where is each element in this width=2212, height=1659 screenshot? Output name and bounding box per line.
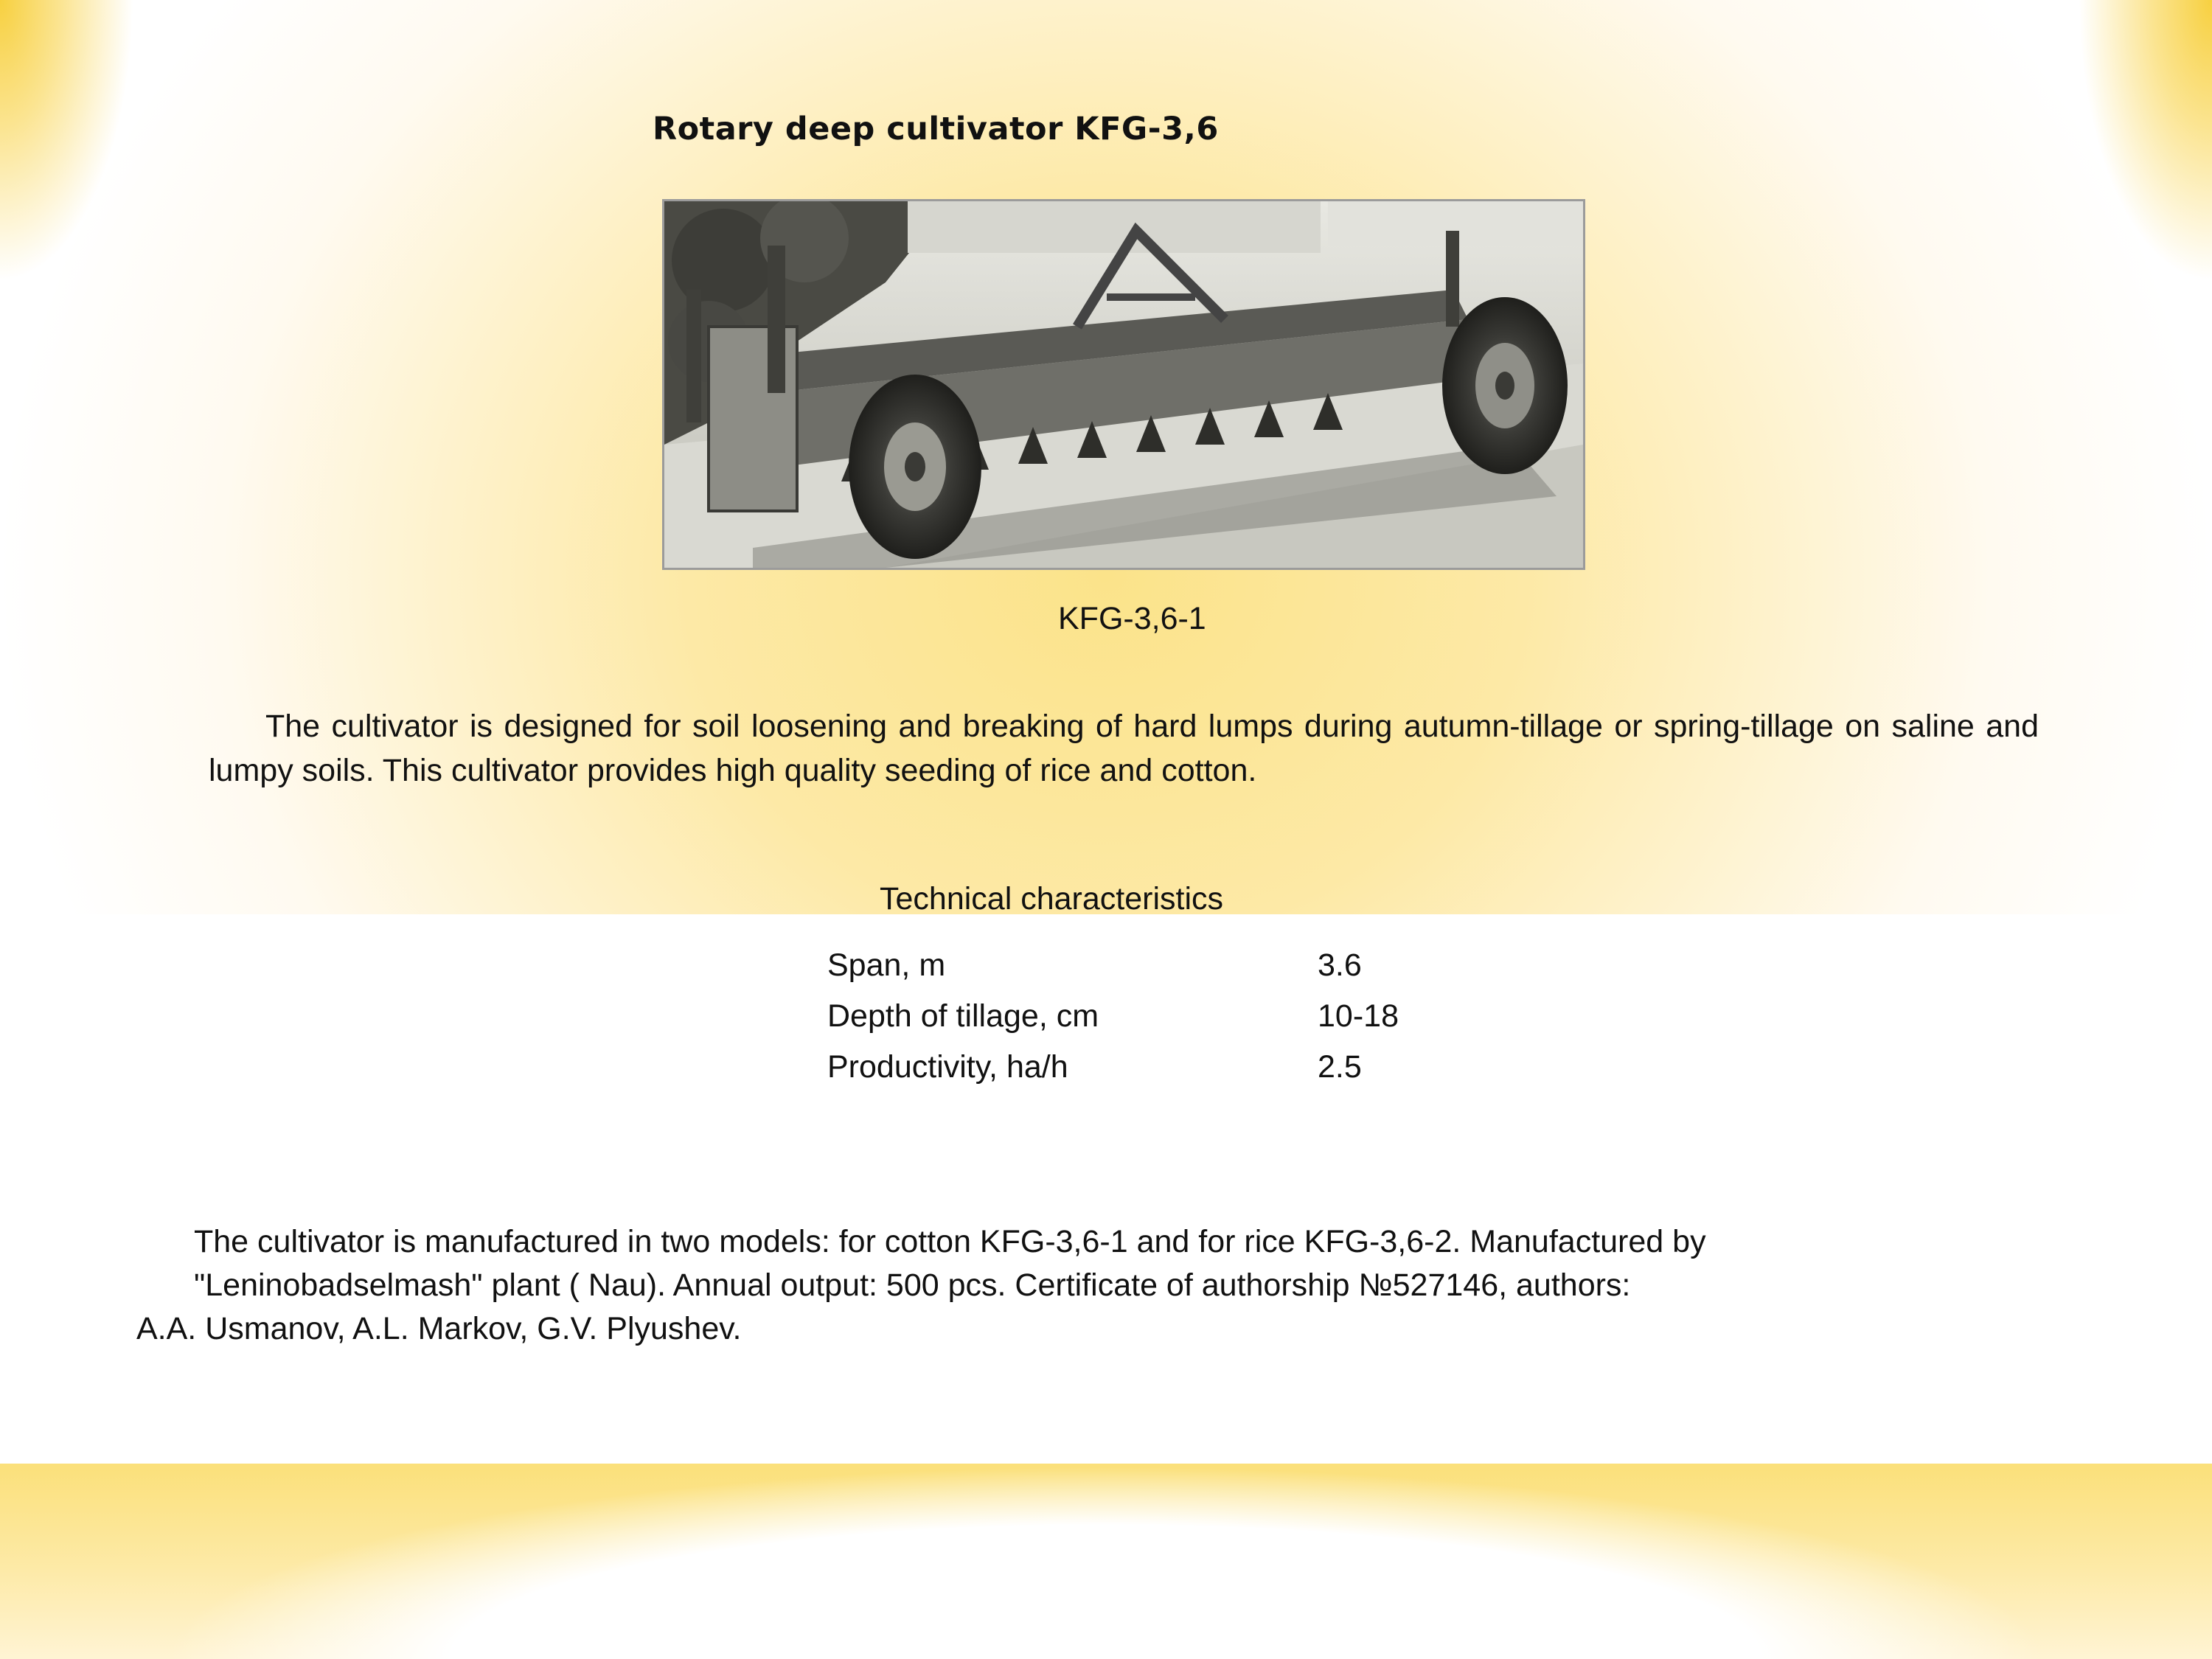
cultivator-photo (662, 199, 1585, 570)
manufacturing-line-1: The cultivator is manufactured in two models: for cotton KFG-3,6-1 and for rice KFG-3,6-2. Manufactured by (194, 1224, 1706, 1259)
corner-decoration-right (2079, 0, 2212, 280)
authors-line: A.A. Usmanov, A.L. Markov, G.V. Plyushev. (136, 1311, 742, 1346)
spec-value: 3.6 (1318, 947, 1362, 983)
manufacturing-info (136, 1220, 2201, 1351)
spec-row-productivity (827, 1049, 1362, 1093)
manufacturing-line-2: "Leninobadselmash" plant ( Nau). Annual output: 500 pcs. Certificate of authorship №527146, authors: (194, 1267, 1631, 1303)
technical-heading: Technical characteristics (880, 881, 1224, 917)
spec-label: Depth of tillage, cm (827, 998, 1099, 1034)
spec-row-depth (827, 998, 1399, 1043)
photo-caption: KFG-3,6-1 (1058, 601, 1206, 636)
bottom-band-highlight (170, 1467, 2042, 1659)
spec-label: Span, m (827, 947, 946, 983)
description-paragraph: The cultivator is designed for soil loosening and breaking of hard lumps during autumn-tillage or spring-tillage on saline and lumpy soils. This cultivator provides high quality seeding of rice and cotton. (209, 709, 2039, 788)
cultivator-illustration (664, 201, 1583, 568)
spec-row-span (827, 947, 1362, 992)
spec-value: 10-18 (1318, 998, 1399, 1034)
spec-label: Productivity, ha/h (827, 1049, 1068, 1085)
spec-value: 2.5 (1318, 1049, 1362, 1085)
page-title: Rotary deep cultivator KFG-3,6 (653, 111, 1219, 147)
corner-decoration-left (0, 0, 133, 280)
